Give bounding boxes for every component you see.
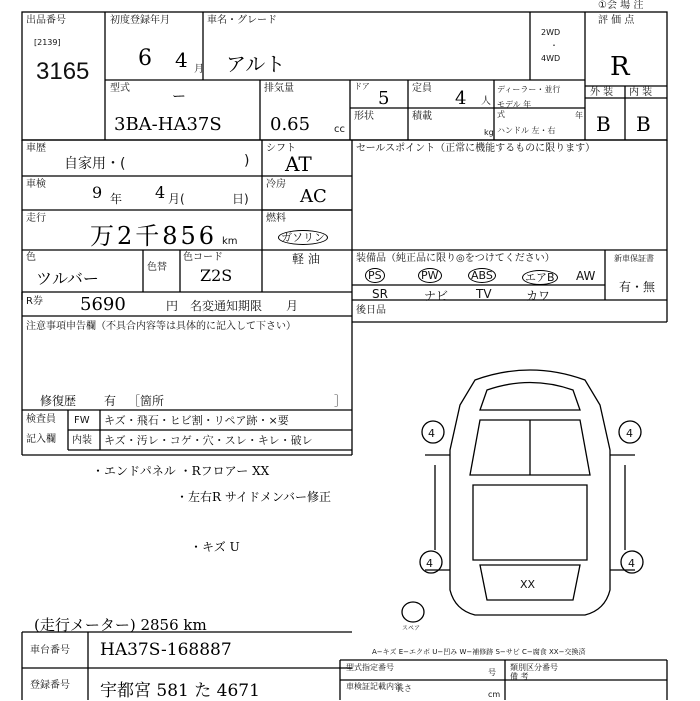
equip-leather: カワ: [526, 289, 551, 303]
model-year-label: モデル 年式: [497, 100, 532, 119]
note-line-3: ・キズ U: [190, 540, 240, 554]
odometer-note: (走行メーター) 2856 km: [34, 616, 207, 634]
car-body-diagram: [395, 360, 670, 640]
rear-floor-xx: XX: [520, 578, 536, 591]
handle-label: ハンドル 左・右: [497, 126, 556, 135]
class-label: 類別区分番号: [510, 663, 558, 672]
color-code-value: Z2S: [200, 266, 233, 285]
yen: 円: [166, 299, 179, 313]
drive-4wd: 4WD: [541, 54, 561, 63]
mileage-value: 万2千856: [90, 222, 218, 250]
length-label: 長さ: [396, 684, 412, 693]
note-line-1: ・エンドパネル ・Rフロアー XX: [92, 464, 270, 478]
inspector-label-1: 検査員: [26, 414, 56, 425]
type-value: 3BA-HA37S: [114, 114, 222, 135]
recycle-value: 5690: [80, 294, 126, 315]
inspector-fw: FW: [74, 415, 90, 426]
sales-label: セールスポイント（正常に機能するものに限ります）: [356, 143, 596, 154]
grade-value: R: [610, 52, 630, 82]
door-label: ドア: [354, 82, 370, 91]
inspect-label: 車検: [26, 179, 46, 190]
repair-label: 修復歴: [40, 394, 77, 408]
repair-close: ］: [334, 394, 347, 408]
drive-2wd: 2WD: [541, 28, 561, 37]
int-label: 内 装: [629, 87, 653, 98]
chassis-label: 車台番号: [30, 645, 70, 656]
shift-value: AT: [285, 152, 312, 176]
equipment-label: 装備品（純正品に限り◎をつけてください）: [356, 253, 555, 264]
lot-number: 3165: [36, 58, 90, 85]
shift-label: シフト: [266, 143, 296, 154]
color-code-label: 色コード: [183, 252, 223, 263]
equip-navi: ナビ: [424, 289, 449, 303]
chassis-value: HA37S-168887: [100, 640, 232, 660]
repair-has: 有: [104, 394, 117, 408]
inspector-interior: 内装: [72, 435, 92, 446]
cert-label: 型式指定番号: [346, 663, 394, 672]
year-unit: 年: [110, 192, 123, 206]
first-reg-month: 4: [175, 48, 188, 72]
inspector-row1: キズ・飛石・ヒビ割・リペア跡・×要: [104, 414, 289, 427]
fuel-label: 燃料: [266, 213, 286, 224]
inspect-cert-label: 車検証記載内容: [346, 682, 402, 691]
door-value: 5: [378, 88, 390, 109]
inspect-month-unit: 月(: [168, 192, 185, 206]
disp-unit: cc: [334, 124, 345, 135]
length-unit: cm: [488, 690, 501, 699]
tire-mark-rr: 4: [628, 557, 635, 570]
tire-mark-fr: 4: [626, 427, 633, 440]
history-label: 車歴: [26, 143, 46, 154]
history-close: ): [244, 153, 250, 169]
transfer-month: 月: [286, 299, 299, 313]
equip-aw: AW: [576, 269, 596, 283]
name-value: アルト: [226, 52, 286, 76]
inspect-year: 9: [92, 183, 103, 202]
type-label: 型式: [110, 83, 130, 94]
spare-label: スペア: [402, 625, 421, 632]
ac-label: 冷房: [266, 179, 286, 190]
grade-label: 評 価 点: [598, 15, 635, 26]
cap-unit: 人: [481, 96, 491, 107]
cap-label: 定員: [412, 83, 432, 94]
repair-place: ［箇所: [128, 394, 165, 408]
equip-abs: ABS: [468, 269, 496, 282]
inspect-close: 日): [232, 192, 249, 206]
ac-value: AC: [300, 186, 327, 207]
tire-mark-rl: 4: [426, 557, 433, 570]
fuel-diesel: 軽 油: [292, 252, 320, 266]
cert-sub: 号: [488, 668, 496, 677]
disp-value: 0.65: [270, 114, 311, 135]
color-value: ツルバー: [36, 269, 99, 288]
disp-label: 排気量: [264, 83, 294, 94]
lot-sub: [2139]: [34, 38, 61, 47]
first-reg-year: 6: [138, 46, 152, 71]
mileage-unit: km: [222, 236, 238, 247]
reg-label: 登録番号: [30, 680, 70, 691]
equip-ps: PS: [365, 269, 385, 282]
reg-value: 宇都宮 581 た 4671: [100, 681, 260, 701]
shape-label: 形状: [354, 111, 374, 122]
venue-note: ①会 場 注: [598, 0, 644, 11]
model-year-unit: 年: [575, 111, 583, 120]
name-label: 車名・グレード: [207, 15, 277, 26]
warranty-value: 有・無: [619, 280, 656, 294]
cap-value: 4: [455, 88, 467, 109]
inspect-month: 4: [155, 183, 166, 202]
tire-mark-fl: 4: [428, 427, 435, 440]
history-value: 自家用・(: [64, 156, 126, 172]
inspector-label-2: 記入欄: [26, 434, 56, 445]
month-unit: 月: [194, 64, 204, 75]
drive-dot: ・: [550, 41, 558, 50]
load-label: 積載: [412, 111, 432, 122]
ext-label: 外 装: [590, 87, 614, 98]
notes-title: 注意事項申告欄（不具合内容等は具体的に記入して下さい）: [26, 321, 296, 332]
new-warranty-label: 新車保証書: [614, 254, 654, 263]
mileage-label: 走行: [26, 213, 46, 224]
equip-sr: SR: [372, 287, 388, 301]
equip-pw: PW: [418, 269, 442, 282]
after-label: 後日品: [356, 305, 386, 316]
lot-label: 出品番号: [26, 15, 66, 26]
equip-airbag: エアB: [522, 269, 558, 285]
int-value: B: [636, 112, 651, 136]
transfer-label: 名変通知期限: [190, 299, 263, 313]
type-mark: ー: [172, 89, 186, 105]
load-unit: kg: [484, 128, 494, 137]
notes-field-label: 備 考: [510, 672, 529, 681]
ext-value: B: [596, 112, 611, 136]
recycle-label: R券: [26, 296, 43, 307]
paint-label: 色替: [147, 262, 167, 273]
note-line-2: ・左右R サイドメンバー修正: [176, 490, 332, 504]
inspector-row2: キズ・汚レ・コゲ・穴・スレ・キレ・破レ: [104, 434, 313, 447]
color-label: 色: [26, 252, 36, 263]
damage-legend: A−キズ E−エクボ U−凹み W−補修跡 S−サビ C−腐食 XX−交換済: [372, 648, 586, 656]
first-reg-label: 初度登録年月: [110, 15, 170, 26]
dealer-label: ディーラー・並行: [497, 85, 561, 94]
fuel-gas: ガソリン: [278, 229, 328, 245]
equip-tv: TV: [476, 287, 492, 301]
